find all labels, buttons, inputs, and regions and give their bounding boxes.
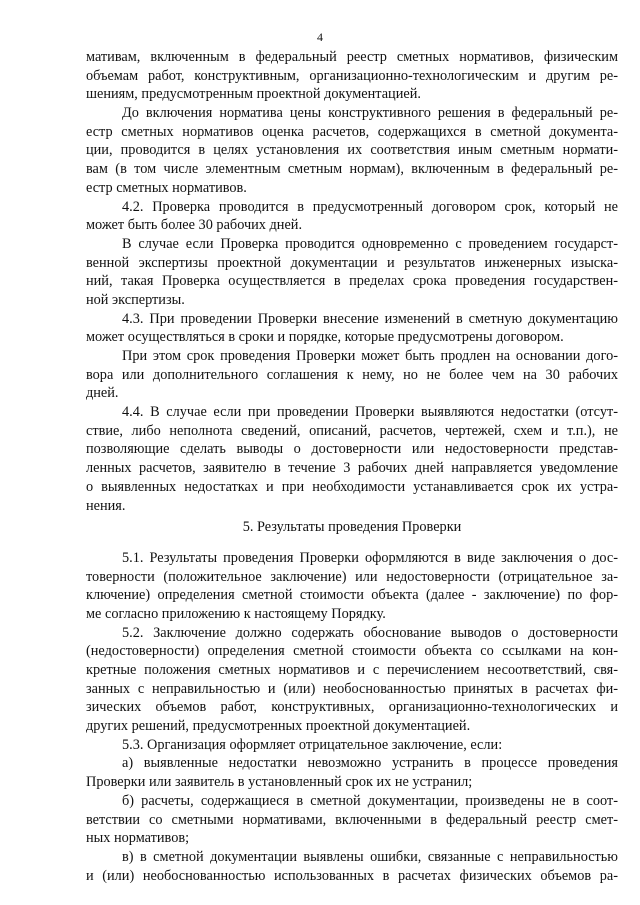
text-line: венной экспертизы проектной документации и результатов инженерных изыска- (86, 254, 618, 271)
text-line: ветствии со сметными нормативами, включенными в федеральный реестр смет- (86, 811, 618, 828)
text-line: может быть более 30 рабочих дней. (86, 217, 303, 234)
text-line: занных с неправильностью и (или) необоснованностью принятых в расчетах фи- (86, 680, 618, 697)
text-line: При этом срок проведения Проверки может быть продлен на основании дого- (122, 348, 618, 364)
text-line: естр сметных нормативов. (86, 179, 247, 196)
text-line: ленных расчетов, заявителю в течение 3 рабочих дней направляется уведомление (86, 460, 618, 477)
text-line: и (или) необоснованностью использованных в расчетах физических объемов ра- (86, 867, 618, 884)
text-line: До включения норматива цены конструктивного решения в федеральный ре- (122, 105, 618, 122)
text-line: может осуществляться в сроки и порядке, которые предусмотрены договором. (86, 329, 564, 346)
text-line: ний, такая Проверка осуществляется в пределах срока проведения государствен- (86, 273, 618, 290)
text-line: а) выявленные недостатки невозможно устранить в процессе проведения (122, 755, 618, 772)
text-line: ции, проводится в целях установления их соответствия иным сметным нормати- (86, 142, 618, 159)
text-line: 5.2. Заключение должно содержать обоснование выводов о достоверности (122, 624, 618, 641)
text-line: 5.3. Организация оформляет отрицательное заключение, если: (122, 736, 503, 753)
page-number: 4 (317, 30, 323, 44)
text-line: 4.4. В случае если при проведении Проверки выявляются недостатки (отсут- (122, 404, 618, 421)
text-line: вам (в том числе элементным сметным нормам), включенным в федеральный ре- (86, 161, 618, 178)
text-line: ключение) определения сметной стоимости объекта (далее - заключение) по фор- (86, 587, 618, 604)
text-line: о выявленных недостатках и при необходимости устанавливается срок их устра- (86, 478, 618, 495)
text-line: (недостоверности) определения сметной стоимости объекта со ссылками на кон- (86, 643, 618, 660)
text-line: ной экспертизы. (86, 291, 185, 308)
text-line: В случае если Проверка проводится одновременно с проведением государст- (122, 235, 618, 252)
text-line: ме согласно приложению к настоящему Порядку. (86, 605, 386, 622)
text-line: 4.3. При проведении Проверки внесение изменений в сметную документацию (122, 310, 618, 327)
text-line: мативам, включенным в федеральный реестр сметных нормативов, физическим (86, 49, 618, 65)
text-line: зических объемов работ, конструктивных, организационно-технологических и (86, 699, 618, 716)
text-line: в) в сметной документации выявлены ошибки, связанные с неправильностью (122, 848, 618, 865)
text-line: шениям, предусмотренным проектной документацией. (86, 86, 421, 103)
document-body (86, 48, 618, 885)
text-line: ных нормативов; (86, 830, 190, 847)
text-line: кретные положения сметных нормативов и с перечислением несоответствий, свя- (86, 662, 618, 678)
text-line: дней. (86, 385, 119, 402)
text-line: 4.2. Проверка проводится в предусмотренный договором срок, который не (122, 198, 618, 215)
text-line: объемам работ, конструктивным, организационно-технологическим и другим ре- (86, 67, 618, 84)
text-line: вора или дополнительного соглашения к нему, но не более чем на 30 рабочих (86, 366, 618, 383)
text-line: Проверки или заявитель в установленный срок их не устранил; (86, 774, 473, 791)
text-line: 5.1. Результаты проведения Проверки оформляются в виде заключения о дос- (122, 549, 618, 566)
text-line: ствие, либо неполнота сведений, описаний, расчетов, чертежей, схем и т.п.), не (86, 422, 618, 439)
text-line: позволяющие сделать выводы о достоверности или недостоверности представ- (86, 441, 618, 458)
text-line: естр сметных нормативов оценка расчетов, содержащихся в сметной документа- (86, 123, 618, 140)
text-line: нения. (86, 497, 126, 514)
section-heading: 5. Результаты проведения Проверки (242, 519, 462, 536)
text-line: товерности (положительное заключение) или недостоверности (отрицательное за- (86, 568, 618, 585)
text-line: б) расчеты, содержащиеся в сметной документации, произведены не в соот- (122, 792, 618, 809)
text-line: других решений, предусмотренных проектной документацией. (86, 718, 471, 735)
